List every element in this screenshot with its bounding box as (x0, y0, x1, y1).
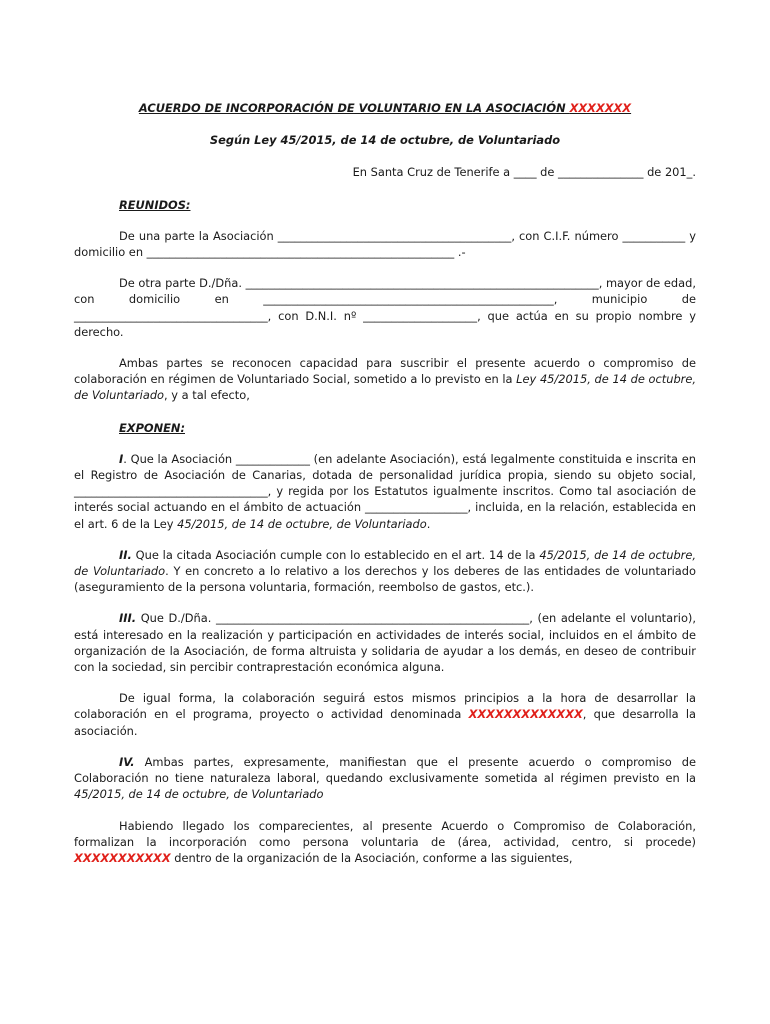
paragraph-clause-iii: III. Que D./Dña. _______________________________________________________, (en adelante el voluntario), está interesado en la realización y participación en actividades de interés social, incluidos en el ámbito de organización de la Asociación, de forma altruista y solidaria de ayudar a los demás, en deseo de contribuir con la sociedad, sin percibir contraprestación económica alguna. (74, 611, 696, 675)
paragraph-final: Habiendo llegado los comparecientes, al presente Acuerdo o Compromiso de Colaboración, formalizan la incorporación como persona voluntaria de (área, actividad, centro, si procede) XXXXXXXXXXX dentro de la organización de la Asociación, conforme a las siguientes, (74, 818, 696, 865)
law-reference: Ley 45/2015, de 14 de octubre, de Voluntariado (74, 372, 696, 403)
paragraph-collaboration: De igual forma, la colaboración seguirá estos mismos principios a la hora de desarrollar la colaboración en el programa, proyecto o actividad denominada XXXXXXXXXXXXX, que desarrolla la asociación. (74, 691, 696, 738)
law-reference: 45/2015, de 14 de octubre, de Voluntariado (74, 787, 324, 802)
document-body (74, 96, 696, 866)
paragraph-clause-ii: II. Que la citada Asociación cumple con lo establecido en el art. 14 de la 45/2015, de 14 de octubre, de Voluntariado. Y en concreto a lo relativo a los derechos y los deberes de las entidades de voluntariado (aseguramiento de la persona voluntaria, formación, reembolso de gastos, etc.). (74, 547, 696, 595)
law-reference: 45/2015, de 14 de octubre, de Voluntariado (177, 516, 427, 531)
clause-number: I (119, 451, 124, 466)
clause-number: IV. (119, 754, 135, 769)
paragraph-clause-iv: IV. Ambas partes, expresamente, manifiestan que el presente acuerdo o compromiso de Colaboración no tiene naturaleza laboral, quedando exclusivamente sometida al régimen previsto en la 45/2015, de 14 de octubre, de Voluntariado (74, 754, 696, 802)
document-title: ACUERDO DE INCORPORACIÓN DE VOLUNTARIO EN LA ASOCIACIÓN XXXXXXX (138, 101, 632, 115)
exponen-heading: EXPONEN: (119, 420, 185, 435)
clause-number: II. (119, 547, 132, 562)
paragraph-association-party: De una parte la Asociación _________________________________________, con C.I.F. número ___________ y domicilio en ______________________________________________________ .- (74, 228, 696, 260)
association-name-placeholder: XXXXXXX (569, 101, 632, 115)
paragraph-capacity: Ambas partes se reconocen capacidad para suscribir el presente acuerdo o compromiso de colaboración en régimen de Voluntariado Social, sometido a lo previsto en la Ley 45/2015, de 14 de octubre, de Voluntariado, y a tal efecto, (74, 356, 696, 403)
law-reference: 45/2015, de 14 de octubre, de Voluntariado (74, 547, 696, 579)
reunidos-heading: REUNIDOS: (119, 197, 191, 212)
clause-number: III. (119, 611, 137, 626)
paragraph-volunteer-party: De otra parte D./Dña. ______________________________________________________________, mayor de edad, con domicilio en ___________________________________________________, municipio de __________________________________, con D.N.I. nº ____________________, que actúa en su propio nombre y derecho. (74, 276, 696, 339)
area-placeholder: XXXXXXXXXXX (74, 850, 171, 865)
document-subtitle: Según Ley 45/2015, de 14 de octubre, de Voluntariado (209, 133, 561, 148)
place-date-line: En Santa Cruz de Tenerife a ____ de _______________ de 201_. (352, 165, 696, 180)
paragraph-clause-i: I. Que la Asociación _____________ (en adelante Asociación), está legalmente constituida e inscrita en el Registro de Asociación de Canarias, dotada de personalidad jurídica propia, siendo su objeto social, __________________________________, y regida por los Estatutos igualmente inscritos. Como tal asociación de interés social actuando en el ámbito de actuación __________________, incluida, en la relación, establecida en el art. 6 de la Ley 45/2015, de 14 de octubre, de Voluntariado. (74, 451, 696, 531)
program-name-placeholder: XXXXXXXXXXXXX (468, 707, 583, 722)
